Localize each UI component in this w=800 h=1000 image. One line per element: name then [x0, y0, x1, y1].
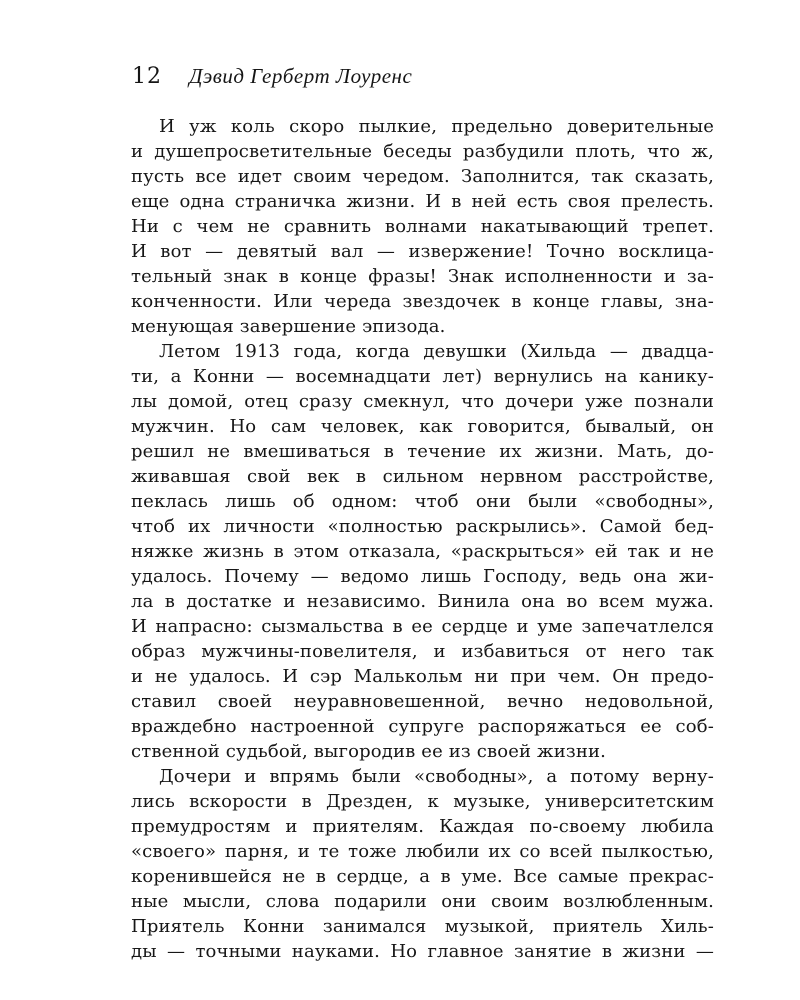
text-line: и не удалось. И сэр Малькольм ни при чем. Он предо- — [131, 666, 714, 687]
text-line: ставил своей неуравновешенной, вечно недовольной, — [131, 691, 714, 712]
text-line: лись вскорости в Дрезден, к музыке, университетским — [131, 791, 714, 812]
text-line: пеклась лишь об одном: чтоб они были «свободны», — [131, 491, 714, 512]
text-line: чтоб их личности «полностью раскрылись». Самой бед- — [131, 516, 714, 537]
text-line: ные мысли, слова подарили они своим возлюбленным. — [131, 891, 714, 912]
text-line: и душепросветительные беседы разбудили плоть, что ж, — [131, 141, 714, 162]
text-line: еще одна страничка жизни. И в ней есть своя прелесть. — [131, 191, 714, 212]
text-line: ственной судьбой, выгородив ее из своей жизни. — [131, 741, 607, 762]
text-line: тельный знак в конце фразы! Знак исполненности и за- — [131, 266, 714, 287]
text-line: конченности. Или череда звездочек в конце главы, зна- — [131, 291, 714, 312]
text-line: Ни с чем не сравнить волнами накатывающий трепет. — [131, 216, 714, 237]
text-line: «своего» парня, и те тоже любили их со всей пылкостью, — [131, 841, 714, 862]
text-line: премудростям и приятелям. Каждая по-своему любила — [131, 816, 714, 837]
text-line: Летом 1913 года, когда девушки (Хильда — двадца- — [159, 341, 714, 362]
text-line: И уж коль скоро пылкие, предельно доверительные — [159, 116, 714, 137]
text-line: ти, а Конни — восемнадцати лет) вернулись на канику- — [131, 366, 714, 387]
text-line: ла в достатке и независимо. Винила она во всем мужа. — [131, 591, 714, 612]
text-line: И напрасно: сызмальства в ее сердце и уме запечатлелся — [131, 616, 714, 637]
text-line: пусть все идет своим чередом. Заполнится, так сказать, — [131, 166, 714, 187]
running-title: Дэвид Герберт Лоуренс — [189, 64, 413, 88]
text-line: менующая завершение эпизода. — [131, 316, 446, 337]
running-head — [132, 64, 732, 96]
text-line: коренившейся не в сердце, а в уме. Все самые прекрас- — [131, 866, 714, 887]
text-line: мужчин. Но сам человек, как говорится, бывалый, он — [131, 416, 714, 437]
text-line: ды — точными науками. Но главное занятие в жизни — — [131, 941, 714, 962]
text-line: образ мужчины-повелителя, и избавиться от него так — [131, 641, 714, 662]
text-line: живавшая свой век в сильном нервном расстройстве, — [131, 466, 714, 487]
page-number: 12 — [132, 64, 162, 89]
body-text — [131, 114, 714, 964]
text-line: няжке жизнь в этом отказала, «раскрыться» ей так и не — [131, 541, 714, 562]
text-line: решил не вмешиваться в течение их жизни. Мать, до- — [131, 441, 714, 462]
text-line: удалось. Почему — ведомо лишь Господу, ведь она жи- — [131, 566, 714, 587]
text-line: Приятель Конни занимался музыкой, приятель Хиль- — [131, 916, 714, 937]
text-line: враждебно настроенной супруге распоряжаться ее соб- — [131, 716, 714, 737]
text-line: И вот — девятый вал — извержение! Точно восклица- — [131, 241, 714, 262]
text-line: Дочери и впрямь были «свободны», а потому верну- — [159, 766, 714, 787]
text-line: лы домой, отец сразу смекнул, что дочери уже познали — [131, 391, 714, 412]
